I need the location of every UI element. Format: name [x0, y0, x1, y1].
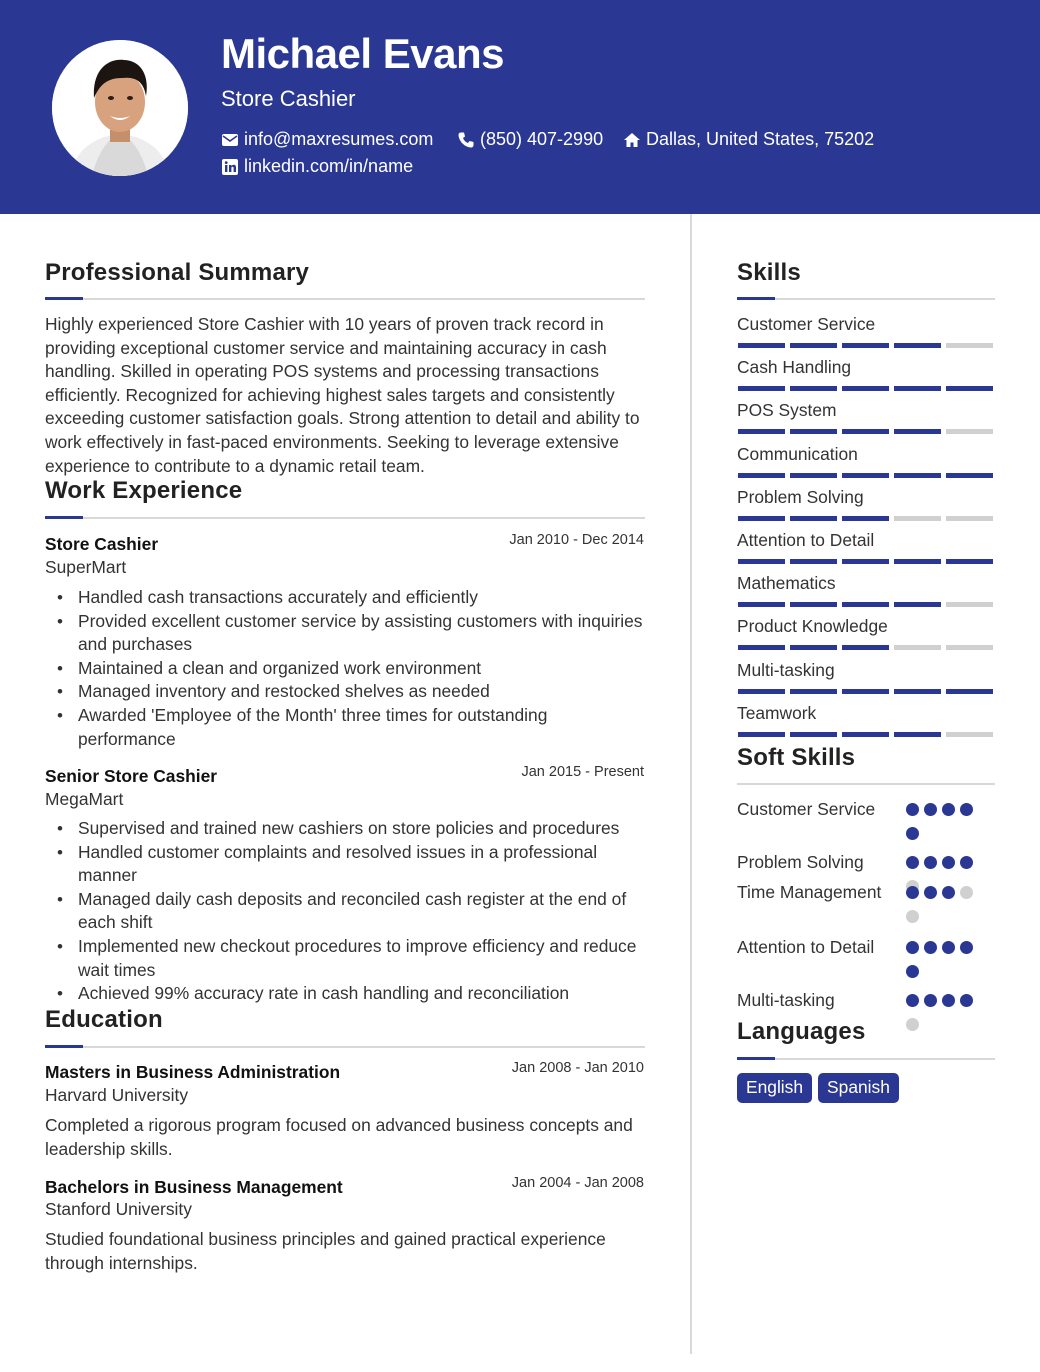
language-badge: English [737, 1073, 812, 1103]
skill-level-segment [790, 689, 837, 694]
job-bullet: • Handled customer complaints and resolved issues in a professional manner [45, 841, 645, 888]
rating-dot [942, 941, 955, 954]
skill-level-segment [946, 429, 993, 434]
job-title: Senior Store Cashier [45, 766, 218, 786]
contact-address [623, 129, 874, 150]
job-bullet: • Awarded 'Employee of the Month' three times for outstanding performance [45, 704, 645, 751]
skill-level-segment [738, 429, 785, 434]
skill-level-segment [894, 559, 941, 564]
job-title: Store Cashier [45, 534, 159, 554]
skill-level-segment [738, 732, 785, 737]
job-bullet: • Managed daily cash deposits and reconciled cash register at the end of each shift [45, 888, 645, 935]
skill-level-segment [790, 516, 837, 521]
rating-dot [960, 886, 973, 899]
skill-level-segment [738, 602, 785, 607]
skill-level-segment [946, 473, 993, 478]
rating-dot [960, 994, 973, 1007]
soft-skill-rating [906, 803, 982, 840]
skill-level-segment [790, 473, 837, 478]
email-text: info@maxresumes.com [244, 129, 434, 149]
rating-dot [942, 994, 955, 1007]
skill-name: Communication [737, 443, 858, 464]
column-divider [690, 214, 692, 1354]
education-heading: Education [45, 1006, 163, 1033]
summary-text: Highly experienced Store Cashier with 10 years of proven track record in providing exceptional customer service and maintaining accuracy in cash handling. Skilled in operating POS systems and processing transactions efficiently. Recognized for achieving highest sales targets and consistently exceeding customer satisfaction goals. Strong attention to detail and ability to work effectively in fast-paced environments. Seeking to leverage extensive experience to contribute to a dynamic retail team. [45, 314, 640, 476]
linkedin-text: linkedin.com/in/name [244, 156, 414, 176]
skill-name: Product Knowledge [737, 616, 888, 637]
skill-level-segment [790, 559, 837, 564]
skill-level-segment [894, 429, 941, 434]
skill-level-bar [738, 429, 993, 434]
skill-level-segment [842, 386, 889, 391]
skill-level-segment [790, 645, 837, 650]
soft-skill-rating [906, 994, 982, 1031]
experience-rule [45, 517, 645, 519]
skill-level-segment [842, 343, 889, 348]
phone-text: (850) 407-2990 [480, 129, 604, 149]
rating-dot [960, 941, 973, 954]
skill-level-segment [738, 645, 785, 650]
skill-level-segment [946, 386, 993, 391]
skill-level-segment [842, 559, 889, 564]
soft-skills-rule [737, 783, 995, 785]
skill-level-segment [790, 343, 837, 348]
rating-dot [906, 994, 919, 1007]
job-bullet: • Managed inventory and restocked shelves as needed [45, 680, 645, 704]
rating-dot [942, 856, 955, 869]
experience-accent [45, 516, 83, 519]
soft-skill-name: Attention to Detail [737, 937, 875, 957]
skill-level-segment [842, 516, 889, 521]
person-photo-icon [52, 40, 188, 176]
summary-rule [45, 298, 645, 300]
skill-level-segment [946, 602, 993, 607]
rating-dot [906, 965, 919, 978]
degree-description: Studied foundational business principles and gained practical experience through internships. [45, 1229, 606, 1273]
skills-accent [737, 297, 775, 300]
skill-level-segment [738, 343, 785, 348]
skill-level-segment [842, 645, 889, 650]
rating-dot [924, 803, 937, 816]
candidate-title: Store Cashier [221, 86, 356, 111]
job-bullet: • Achieved 99% accuracy rate in cash handling and reconciliation [45, 982, 645, 1006]
skill-level-bar [738, 343, 993, 348]
skill-level-segment [738, 516, 785, 521]
candidate-name: Michael Evans [221, 30, 504, 77]
job-bullet: • Supervised and trained new cashiers on store policies and procedures [45, 817, 645, 841]
skill-level-segment [946, 689, 993, 694]
skill-level-segment [738, 473, 785, 478]
soft-skill-rating [906, 941, 982, 978]
skill-level-segment [790, 732, 837, 737]
skill-name: Teamwork [737, 702, 817, 723]
skill-level-segment [894, 645, 941, 650]
envelope-icon [221, 131, 239, 149]
skill-level-bar [738, 602, 993, 607]
skill-level-bar [738, 645, 993, 650]
home-icon [623, 131, 641, 149]
rating-dot [942, 886, 955, 899]
job-company: MegaMart [45, 789, 124, 809]
contact-linkedin[interactable] [221, 156, 413, 177]
rating-dot [906, 941, 919, 954]
skill-level-segment [790, 429, 837, 434]
school-name: Stanford University [45, 1199, 192, 1219]
soft-skill-name: Multi-tasking [737, 990, 835, 1010]
skill-level-bar [738, 559, 993, 564]
rating-dot [906, 910, 919, 923]
school-name: Harvard University [45, 1085, 189, 1105]
rating-dot [960, 803, 973, 816]
job-dates: Jan 2010 - Dec 2014 [509, 532, 644, 548]
job-bullets [45, 817, 645, 1006]
soft-skill-name: Customer Service [737, 799, 876, 819]
skill-level-segment [790, 602, 837, 607]
skill-level-segment [946, 559, 993, 564]
skill-name: Multi-tasking [737, 659, 835, 680]
skill-level-segment [738, 559, 785, 564]
degree-description: Completed a rigorous program focused on advanced business concepts and leadership skills. [45, 1115, 633, 1159]
skill-name: Customer Service [737, 314, 876, 334]
skill-level-segment [894, 602, 941, 607]
skill-level-segment [790, 386, 837, 391]
language-badge: Spanish [818, 1073, 899, 1103]
soft-skill-name: Problem Solving [737, 852, 864, 872]
rating-dot [906, 803, 919, 816]
contact-phone[interactable] [457, 129, 603, 150]
skill-level-segment [842, 429, 889, 434]
soft-skill-name: Time Management [737, 882, 882, 902]
resume-header [0, 0, 1040, 214]
skill-level-segment [894, 343, 941, 348]
skill-level-segment [842, 473, 889, 478]
phone-icon [457, 131, 475, 149]
summary-accent [45, 297, 83, 300]
rating-dot [924, 886, 937, 899]
rating-dot [906, 856, 919, 869]
rating-dot [906, 886, 919, 899]
skill-level-bar [738, 689, 993, 694]
skill-level-segment [894, 689, 941, 694]
job-company: SuperMart [45, 557, 127, 577]
degree-dates: Jan 2008 - Jan 2010 [511, 1060, 644, 1076]
summary-heading: Professional Summary [45, 259, 310, 286]
skill-level-bar [738, 732, 993, 737]
skills-heading: Skills [737, 259, 801, 286]
skill-name: POS System [737, 400, 837, 421]
skill-name: Problem Solving [737, 486, 864, 507]
skill-level-segment [842, 689, 889, 694]
skill-level-bar [738, 386, 993, 391]
job-bullet: • Handled cash transactions accurately and efficiently [45, 586, 645, 610]
contact-email[interactable] [221, 129, 433, 150]
skill-level-bar [738, 516, 993, 521]
languages-list [737, 1073, 899, 1103]
skill-level-segment [946, 516, 993, 521]
job-dates: Jan 2015 - Present [521, 764, 644, 780]
rating-dot [960, 856, 973, 869]
job-bullet: • Provided excellent customer service by assisting customers with inquiries and purchases [45, 610, 645, 657]
skill-level-segment [894, 516, 941, 521]
languages-rule [737, 1058, 995, 1060]
degree-title: Bachelors in Business Management [45, 1177, 343, 1197]
skill-level-segment [842, 602, 889, 607]
skill-level-segment [894, 732, 941, 737]
address-text: Dallas, United States, 75202 [646, 129, 875, 149]
skill-level-segment [894, 473, 941, 478]
skill-level-segment [842, 732, 889, 737]
skill-name: Attention to Detail [737, 530, 875, 550]
skill-level-segment [738, 689, 785, 694]
rating-dot [924, 994, 937, 1007]
skills-rule [737, 298, 995, 300]
profile-photo [52, 40, 188, 176]
skill-level-segment [946, 343, 993, 348]
skill-name: Cash Handling [737, 357, 852, 378]
rating-dot [924, 856, 937, 869]
skill-level-segment [946, 645, 993, 650]
education-accent [45, 1045, 83, 1048]
education-rule [45, 1046, 645, 1048]
skill-level-segment [738, 386, 785, 391]
job-bullet: • Implemented new checkout procedures to improve efficiency and reduce wait times [45, 935, 645, 982]
rating-dot [942, 803, 955, 816]
skill-level-segment [946, 732, 993, 737]
job-bullet: • Maintained a clean and organized work environment [45, 657, 645, 681]
soft-skill-rating [906, 886, 982, 923]
soft-skills-heading: Soft Skills [737, 744, 856, 771]
rating-dot [906, 1018, 919, 1031]
skill-level-bar [738, 473, 993, 478]
languages-accent [737, 1057, 775, 1060]
degree-dates: Jan 2004 - Jan 2008 [511, 1175, 644, 1191]
degree-title: Masters in Business Administration [45, 1062, 341, 1082]
linkedin-icon [221, 158, 239, 176]
skill-name: Mathematics [737, 573, 836, 594]
languages-heading: Languages [737, 1018, 866, 1045]
skill-level-segment [894, 386, 941, 391]
rating-dot [906, 827, 919, 840]
job-bullets [45, 586, 645, 751]
rating-dot [924, 941, 937, 954]
experience-heading: Work Experience [45, 477, 243, 504]
